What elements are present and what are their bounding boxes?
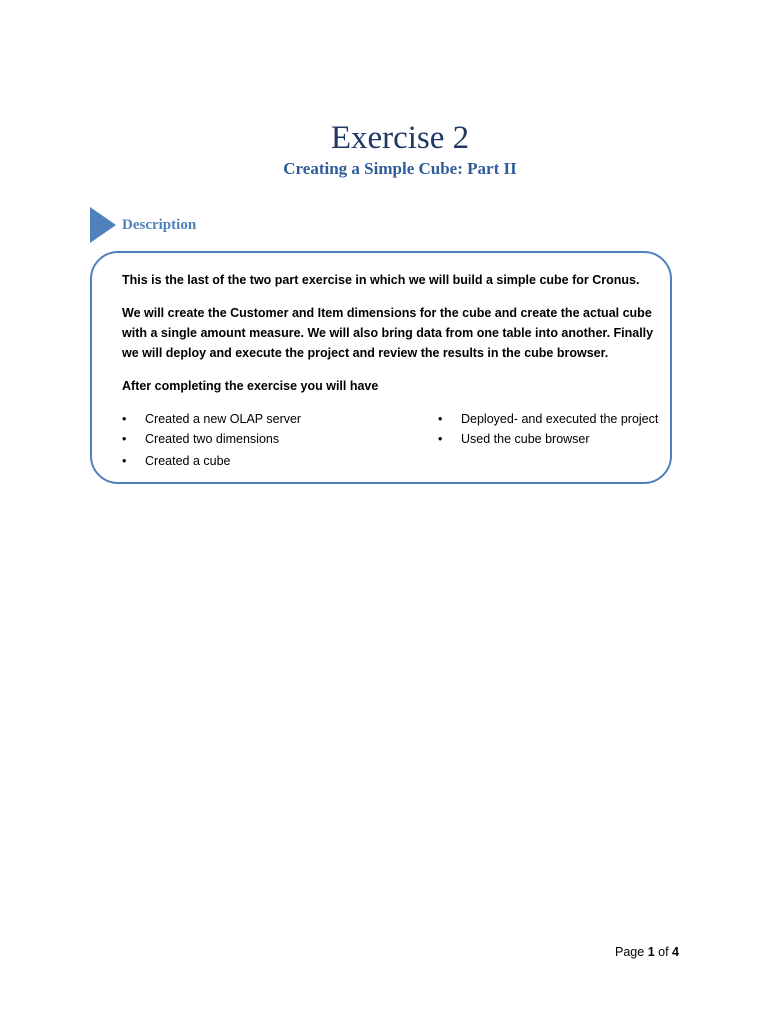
- exercise-title: Exercise 2: [330, 120, 470, 156]
- exercise-subtitle: Creating a Simple Cube: Part II: [283, 159, 517, 178]
- list-item-text: Created two dimensions: [145, 432, 280, 446]
- bullet-icon: •: [122, 432, 127, 446]
- list-item-text: Created a new OLAP server: [145, 412, 302, 426]
- page-number: [615, 943, 679, 961]
- outcomes-intro: After completing the exercise you will have: [122, 379, 379, 393]
- bullet-icon: •: [122, 454, 127, 468]
- of-label: of: [658, 945, 669, 959]
- bullet-icon: •: [438, 432, 443, 446]
- intro-paragraph: This is the last of the two part exercise in which we will build a simple cube for Cronus.: [122, 273, 640, 287]
- total-pages: 4: [672, 945, 679, 959]
- bullet-icon: •: [438, 412, 443, 426]
- list-item-text: Created a cube: [145, 454, 231, 468]
- current-page: 1: [647, 945, 655, 959]
- list-item-text: Deployed- and executed the project: [461, 412, 659, 426]
- list-item-text: Used the cube browser: [461, 432, 590, 446]
- triangle-arrow-icon: [90, 207, 116, 243]
- details-paragraph: We will create the Customer and Item dimensions for the cube and create the actual cube with a single amount measure. We will also bring data from one table into another. Finally we will deploy and execute the project and review the results in the cube browser.: [122, 306, 654, 360]
- bullet-icon: •: [122, 412, 127, 426]
- page-label: Page: [615, 945, 645, 959]
- section-heading-description: Description: [122, 217, 197, 233]
